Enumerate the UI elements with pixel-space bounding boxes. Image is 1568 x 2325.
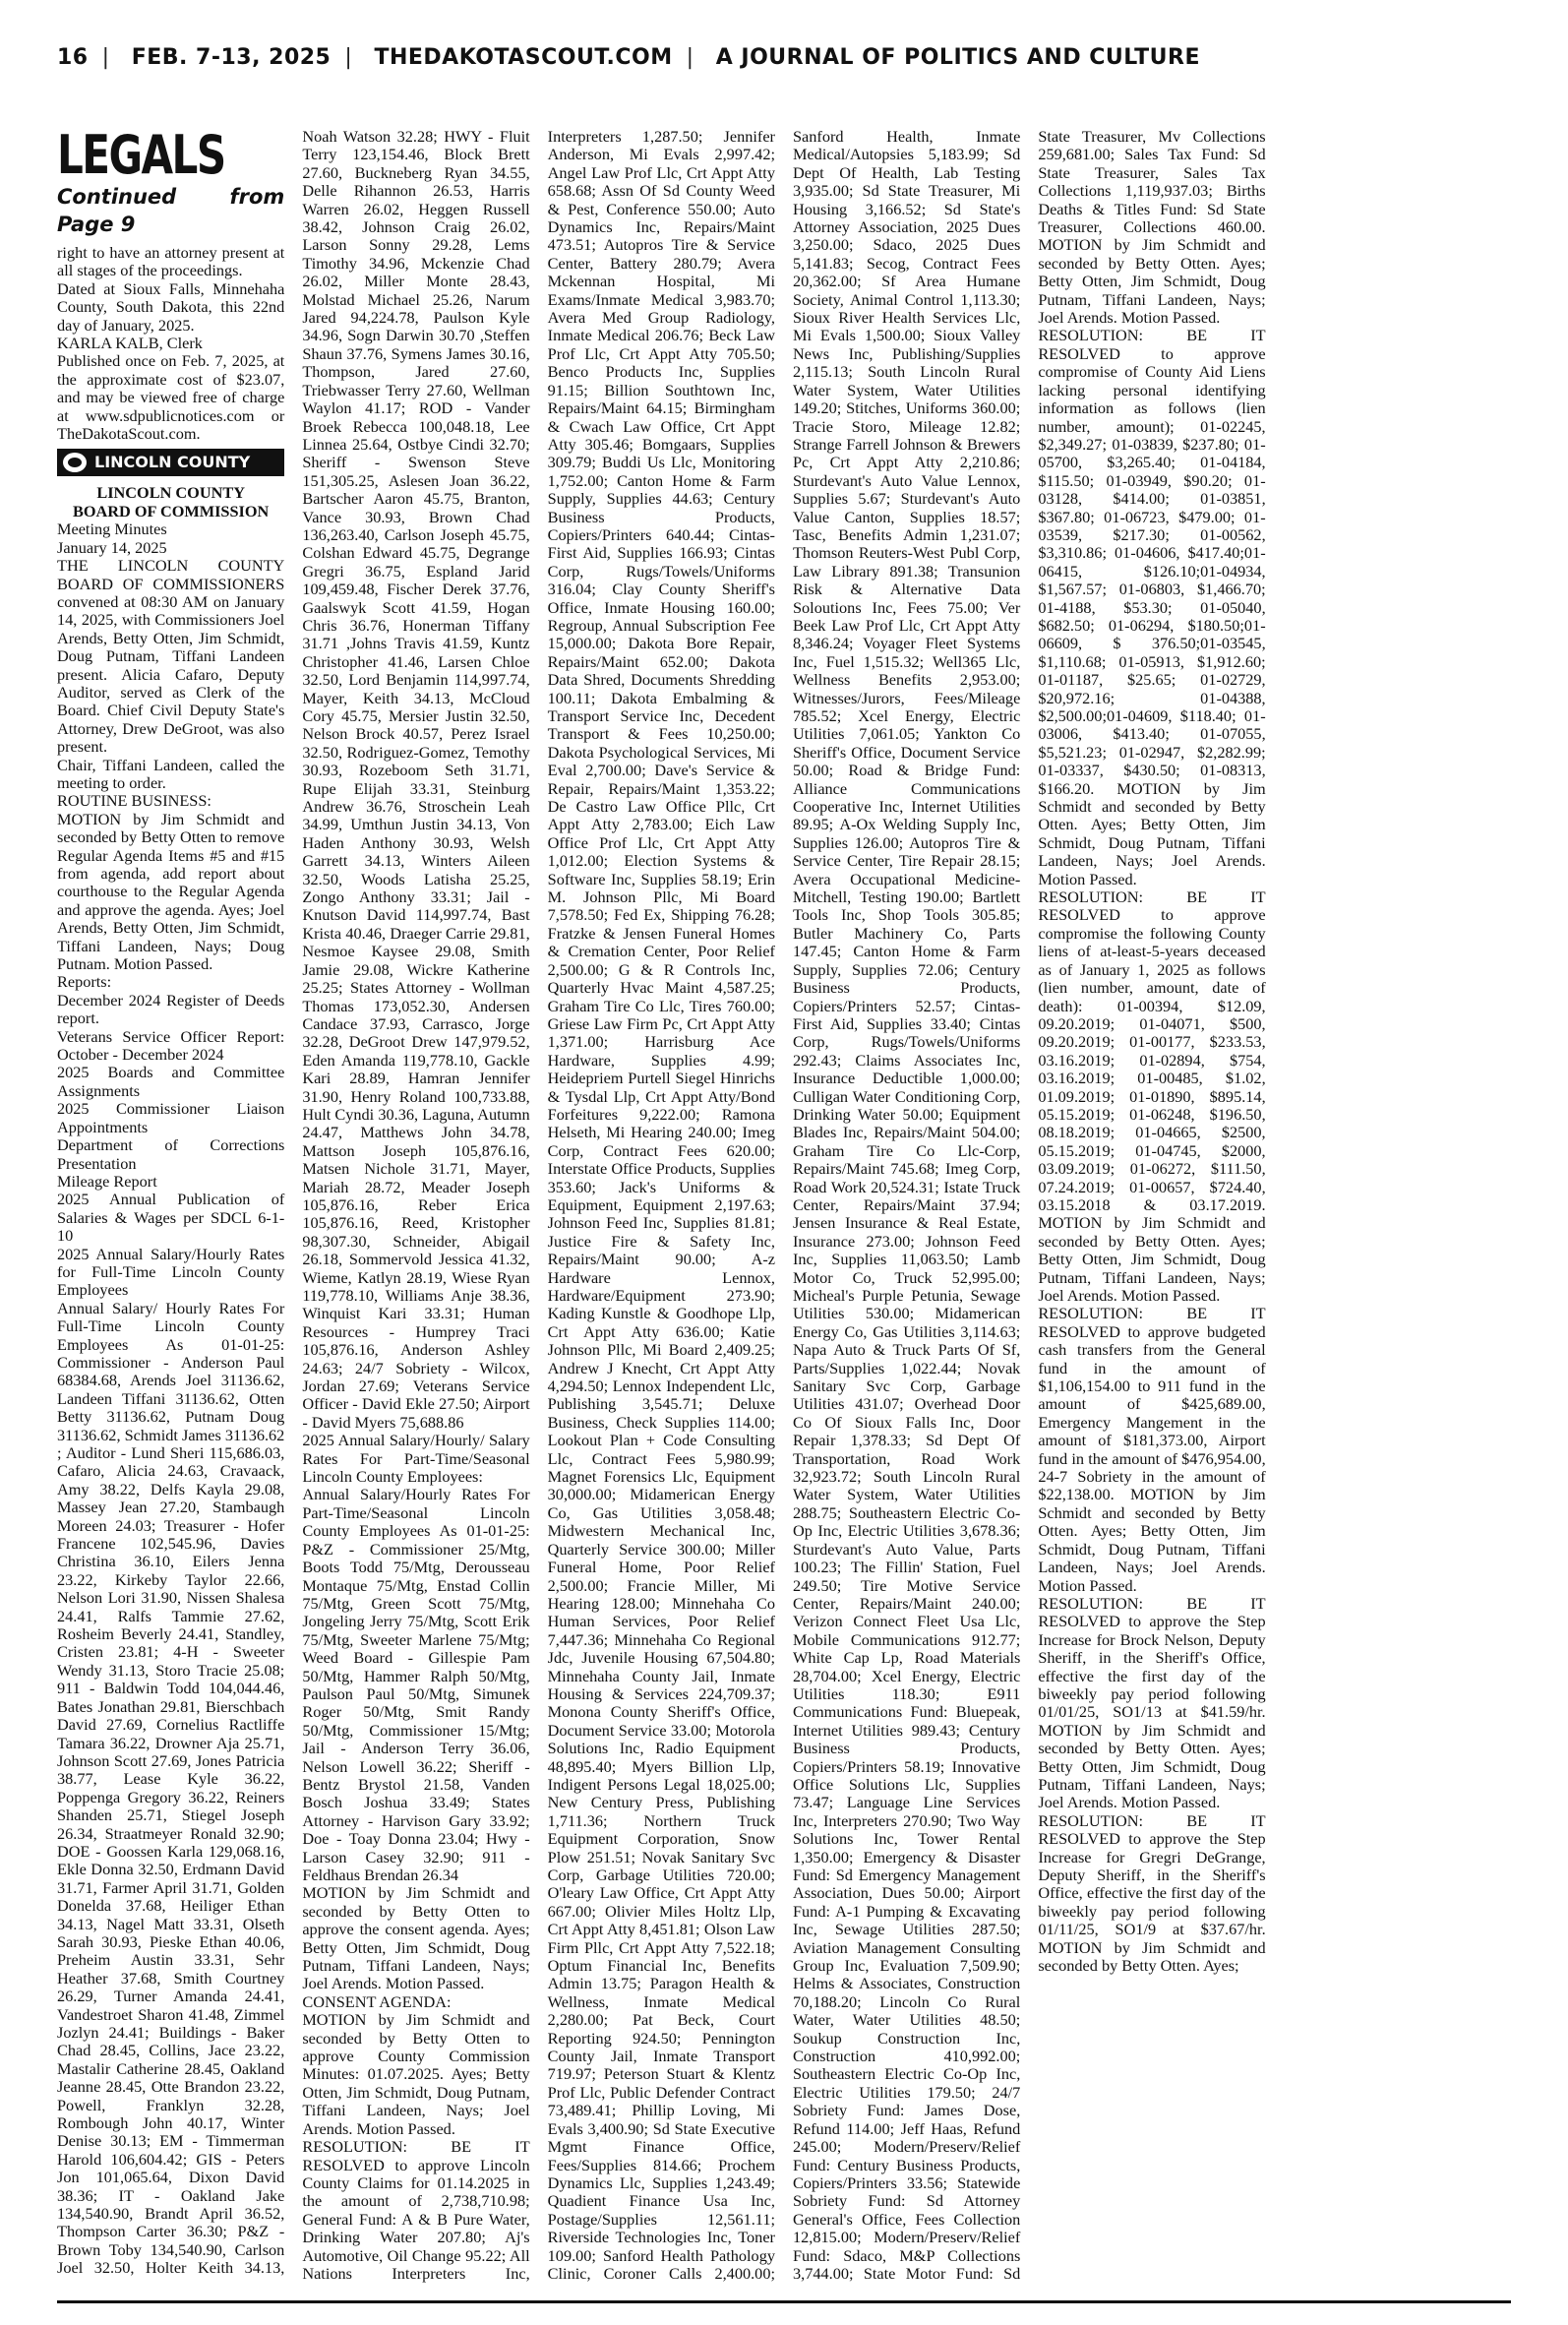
paragraph: ROUTINE BUSINESS: [57,791,211,811]
paragraph: 2025 Commissioner Liaison Appointments [57,1099,285,1136]
header-separator: | [101,45,110,70]
county-seal-icon [63,453,87,472]
site-name: THEDAKOTASCOUT.COM [374,45,673,70]
paragraph: THE LINCOLN COUNTY BOARD OF COMMISSIONERS convened at 08:30 AM on January 14, 2025, with Commissioners Joel Arends, Betty Otten, Jim Schmidt, Doug Putnam, Tiffani Landeen present. Alicia Cafaro, Deputy Auditor, served as Clerk of the Board. Chief Civil Deputy State's Attorney, Drew DeGroot, was also present. [57,556,285,757]
paragraph: Dated at Sioux Falls, Minnehaha County, South Dakota, this 22nd day of January, 2025. [57,278,285,335]
paragraph: MOTION by Jim Schmidt and seconded by Betty Otten to remove Regular Agenda Items #5 and #15 from agenda, add report about courthouse to the Regular Agenda and approve the agenda. Ayes; Joel Arends, Betty Otten, Jim Schmidt, Tiffani Landeen, Nays; Doug Putnam. Motion Passed. [57,809,285,974]
paragraph: 2025 Annual Salary/Hourly/ Salary Rates For Part-Time/Seasonal Lincoln County Employees: [302,1431,530,1487]
paragraph: RESOLUTION: BE IT RESOLVED to approve the Step Increase for Brock Nelson, Deputy Sheriff, in the Sheriff's Office, effective the first day of the biweekly pay period following 01/01/25, SO1/13 at $41.59/hr. MOTION by Jim Schmidt and seconded by Betty Otten. Ayes; Betty Otten, Jim Schmidt, Doug Putnam, Tiffani Landeen, Nays; Joel Arends. Motion Passed. [1038,1593,1266,1812]
paragraph: RESOLUTION: BE IT RESOLVED to approve the Step Increase for Gregri DeGrange, Deputy Sheriff, in the Sheriff's Office, effective the first day of the biweekly pay period following 01/11/25, SO1/9 at $37.67/hr. MOTION by Jim Schmidt and seconded by Betty Otten. Ayes; [1038,1810,1266,1976]
bottom-rule [57,2300,1511,2303]
paragraph: Department of Corrections Presentation [57,1135,285,1173]
legals-columns [57,124,1511,2293]
header-separator: | [344,45,353,70]
intro-notice [57,244,284,443]
section-title: LEGALS [57,124,225,186]
paragraph: Veterans Service Officer Report: October - December 2024 [57,1026,285,1065]
paragraph: CONSENT AGENDA: [302,1991,452,2011]
county-banner-label: LINCOLN COUNTY [94,453,251,472]
paragraph: Meeting Minutes [57,520,167,539]
paragraph: MOTION by Jim Schmidt and seconded by Betty Otten to approve County Commission Minutes: 01.07.2025. Ayes; Betty Otten, Jim Schmidt, Doug Putnam, Tiffani Landeen, Nays; Joel Arends. Motion Passed. [302,2010,530,2138]
county-banner [57,449,284,476]
paragraph: January 14, 2025 [57,537,167,557]
issue-date: FEB. 7-13, 2025 [131,45,332,70]
paragraph: RESOLUTION: BE IT RESOLVED to approve budgeted cash transfers from the General fund in the amount of $1,106,154.00 to 911 fund in the amount of $425,689.00, Emergency Mangement in the amount of $181,373.00, Airport fund in the amount of $476,954.00, 24-7 Sobriety in the amount of $22,138.00. MOTION by Jim Schmidt and seconded by Betty Otten. Ayes; Betty Otten, Jim Schmidt, Doug Putnam, Tiffani Landeen, Nays; Joel Arends. Motion Passed. [1038,1304,1266,1595]
paragraph: RESOLUTION: BE IT RESOLVED to approve compromise of County Aid Liens lacking personal identifying information as follows (lien number, amount); 01-02245, $2,349.27; 01-03839, $237.80; 01-05700, $3,265.40; 01-04184, $115.50; 01-03949, $90.20; 01-03128, $414.00; 01-03851, $367.80; 01-06723, $479.00; 01-03539, $217.30; 01-00562, $3,310.86; 01-04606, $417.40;01-06415, $126.10;01-04934, $1,567.57; 01-06803, $1,466.70; 01-4188, $53.30; 01-05040, $682.50; 01-06294, $180.50;01-06609, $ 376.50;01-03545, $1,110.68; 01-05913, $1,912.60; 01-01187, $25.65; 01-02729, $20,972.16; 01-04388, $2,500.00;01-04609, $118.40; 01-03006, $413.40; 01-07055, $5,521.23; 01-02947, $2,282.99; 01-03337, $430.50; 01-08313, $166.20. MOTION by Jim Schmidt and seconded by Betty Otten. Ayes; Betty Otten, Jim Schmidt, Doug Putnam, Tiffani Landeen, Nays; Joel Arends. Motion Passed. [1038,326,1266,888]
legals-header [57,124,285,238]
paragraph: Reports: [57,972,112,992]
paragraph: Chair, Tiffani Landeen, called the meeting to order. [57,755,285,792]
paragraph: right to have an attorney present at all stages of the proceedings. [57,243,285,280]
paragraph: 2025 Boards and Committee Assignments [57,1063,285,1100]
paragraph: MOTION by Jim Schmidt and seconded by Betty Otten to approve the consent agenda. Ayes; Betty Otten, Jim Schmidt, Doug Putnam, Tiffani Landeen, Nays; Joel Arends. Motion Passed. [302,1883,530,1993]
page-number: 16 [57,45,89,70]
paragraph: December 2024 Register of Deeds report. [57,990,285,1028]
continued-note: Continued from Page 9 [57,185,285,236]
paragraph: RESOLUTION: BE IT RESOLVED to approve Lincoln County Claims for 01.14.2025 in the amount of 2,738,710.98; General Fund: A & B Pure Water, Drinking Water 207.80; Aj's Automotive, Oil Change 95.22; All Nations Interpreters Inc, Interpreters 1,287.50; Jennifer Anderson, Mi Evals 2,997.42; Angel Law Prof Llc, Crt Appt Atty 658.68; Assn Of Sd County Weed & Pest, Conference 550.00; Auto Dynamics Inc, Repairs/Maint 473.51; Autopros Tire & Service Center, Battery 280.79; Avera Mckennan Hospital, Mi Exams/Inmate Medical 3,983.70; Avera Med Group Radiology, Inmate Medical 206.76; Beck Law Prof Llc, Crt Appt Atty 705.50; Benco Products Inc, Supplies 91.15; Billion Southtown Inc, Repairs/Maint 64.15; Birmingham & Cwach Law Office, Crt Appt Atty 305.46; Bomgaars, Supplies 309.79; Buddi Us Llc, Monitoring 1,752.00; Canton Home & Farm Supply, Supplies 44.63; Century Business Products, Copiers/Printers 640.44; Cintas-First Aid, Supplies 166.93; Cintas Corp, Rugs/Towels/Uniforms 316.04; Clay County Sheriff's Office, Inmate Housing 160.00; Regroup, Annual Subscription Fee 15,000.00; Dakota Bore Repair, Repairs/Maint 652.00; Dakota Data Shred, Documents Shredding 100.11; Dakota Embalming & Transport Service Inc, Decedent Transport & Fees 10,250.00; Dakota Psychological Services, Mi Eval 2,700.00; Dave's Service & Repair, Repairs/Maint 1,353.22; De Castro Law Office Pllc, Crt Appt Atty 2,783.00; Eich Law Office Prof Llc, Crt Appt Atty 1,012.00; Election Systems & Software Inc, Supplies 58.19; Erin M. Johnson Pllc, Mi Board 7,578.50; Fed Ex, Shipping 76.28; Fratzke & Jensen Funeral Homes & Cremation Center, Poor Relief 2,500.00; G & R Controls Inc, Quarterly Hvac Maint 4,587.25; Graham Tire Co Llc, Tires 760.00; Griese Law Firm Pc, Crt Appt Atty 1,371.00; Harrisburg Ace Hardware, Supplies 4.99; Heidepriem Purtell Siegel Hinrichs & Tysdal Llp, Crt Appt Atty/Bond Forfeitures 9,222.00; Ramona Helseth, Mi Hearing 240.00; Imeg Corp, Contract Fees 620.00; Interstate Office Products, Supplies 353.60; Jack's Uniforms & Equipment, Equipment 2,197.63; Johnson Feed Inc, Supplies 81.81; Justice Fire & Safety Inc, Repairs/Maint 90.00; A-z Hardware Lennox, Hardware/Equipment 273.90; Kading Kunstle & Goodhope Llp, Crt Appt Atty 636.00; Katie Johnson Pllc, Mi Board 2,409.25; Andrew J Knecht, Crt Appt Atty 4,294.50; Lennox Independent Llc, Publishing 3,545.71; Deluxe Business, Check Supplies 114.00; Lookout Plan + Code Consulting Llc, Contract Fees 5,980.99; Magnet Forensics Llc, Equipment 30,000.00; Midamerican Energy Co, Gas Utilities 3,058.48; Midwestern Mechanical Inc, Quarterly Service 300.00; Miller Funeral Home, Poor Relief 2,500.00; Francie Miller, Mi Hearing 128.00; Minnehaha Co Human Services, Poor Relief 7,447.36; Minnehaha Co Regional Jdc, Juvenile Housing 67,504.80; Minnehaha County Jail, Inmate Housing & Services 224,709.37; Monona County Sheriff's Office, Document Service 33.00; Motorola Solutions Inc, Radio Equipment 48,895.40; Myers Billion Llp, Indigent Persons Legal 18,025.00; New Century Press, Publishing 1,711.36; Northern Truck Equipment Corporation, Snow Plow 251.51; Novak Sanitary Svc Corp, Garbage Utilities 720.00; O'leary Law Office, Crt Appt Atty 667.00; Olivier Miles Holtz Llp, Crt Appt Atty 8,451.81; Olson Law Firm Pllc, Crt Appt Atty 7,522.18; Optum Financial Inc, Benefits Admin 13.75; Paragon Health & Wellness, Inmate Medical 2,280.00; Pat Beck, Court Reporting 924.50; Pennington County Jail, Inmate Transport 719.97; Peterson Stuart & Klentz Prof Llc, Public Defender Contract 73,489.41; Phillip Loving, Mi Evals 3,400.90; Sd State Executive Mgmt Finance Office, Fees/Supplies 814.66; Prochem Dynamics Llc, Supplies 1,243.49; Quadient Finance Usa Inc, Postage/Supplies 12,561.11; Riverside Technologies Inc, Toner 109.00; Sanford Health Pathology Clinic, Coroner Calls 2,400.00; Sanford Health, Inmate Medical/Autopsies 5,183.99; Sd Dept Of Health, Lab Testing 3,935.00; Sd State Treasurer, Mi Housing 3,166.52; Sd State's Attorney Association, 2025 Dues 3,250.00; Sdaco, 2025 Dues 5,141.83; Secog, Contract Fees 20,362.00; Sf Area Humane Society, Animal Control 1,113.30; Sioux River Health Services Llc, Mi Evals 1,500.00; Sioux Valley News Inc, Publishing/Supplies 2,115.13; South Lincoln Rural Water System, Water Utilities 149.20; Stitches, Uniforms 360.00; Tracie Storo, Mileage 12.82; Strange Farrell Johnson & Brewers Pc, Crt Appt Atty 2,210.86; Sturdevant's Auto Value Lennox, Supplies 5.67; Sturdevant's Auto Value Canton, Supplies 18.57; Tasc, Benefits Admin 1,231.07; Thomson Reuters-West Publ Corp, Law Library 891.38; Transunion Risk & Alternative Data Soloutions Inc, Fees 75.00; Ver Beek Law Prof Llc, Crt Appt Atty 8,346.24; Voyager Fleet Systems Inc, Fuel 1,515.32; Well365 Llc, Wellness Benefits 2,953.00; Witnesses/Jurors, Fees/Mileage 785.52; Xcel Energy, Electric Utilities 7,061.05; Yankton Co Sheriff's Office, Document Service 50.00; Road & Bridge Fund: Alliance Communications Cooperative Inc, Internet Utilities 89.95; A-Ox Welding Supply Inc, Supplies 126.00; Autopros Tire & Service Center, Tire Repair 28.15; Avera Occupational Medicine-Mitchell, Testing 190.00; Bartlett Tools Inc, Shop Tools 305.85; Butler Machinery Co, Parts 147.45; Canton Home & Farm Supply, Supplies 72.06; Century Business Products, Copiers/Printers 52.57; Cintas-First Aid, Supplies 33.40; Cintas Corp, Rugs/Towels/Uniforms 292.43; Claims Associates Inc, Insurance Deductible 1,000.00; Culligan Water Conditioning Corp, Drinking Water 50.00; Equipment Blades Inc, Repairs/Maint 504.00; Graham Tire Co Llc-Corp, Repairs/Maint 745.68; Imeg Corp, Road Work 20,524.31; Istate Truck Center, Repairs/Maint 37.94; Jensen Insurance & Real Estate, Insurance 273.00; Johnson Feed Inc, Supplies 11,063.50; Lamb Motor Co, Truck 52,995.00; Micheal's Purple Petunia, Sewage Utilities 530.00; Midamerican Energy Co, Gas Utilities 3,114.63; Napa Auto & Truck Parts Of Sf, Parts/Supplies 1,022.44; Novak Sanitary Svc Corp, Garbage Utilities 431.07; Overhead Door Co Of Sioux Falls Inc, Door Repair 1,378.33; Sd Dept Of Transportation, Road Work 32,923.72; South Lincoln Rural Water System, Water Utilities 288.75; Southeastern Electric Co-Op Inc, Electric Utilities 3,678.36; Sturdevant's Auto Value, Parts 100.23; The Fillin' Station, Fuel 249.50; Tire Motive Service Center, Repairs/Maint 240.00; Verizon Connect Fleet Usa Llc, Mobile Communications 912.77; White Cap Lp, Road Materials 28,704.00; Xcel Energy, Electric Utilities 118.30; E911 Communications Fund: Bluepeak, Internet Utilities 989.43; Century Business Products, Copiers/Printers 58.19; Innovative Office Solutions Llc, Supplies 73.47; Language Line Services Inc, Interpreters 270.90; Two Way Solutions Inc, Tower Rental 1,350.00; Emergency & Disaster Fund: Sd Emergency Management Association, Dues 50.00; Airport Fund: A-1 Pumping & Excavating Inc, Sewage Utilities 287.50; Aviation Management Consulting Group Inc, Evaluation 7,509.90; Helms & Associates, Construction 70,188.20; Lincoln Co Rural Water, Water Utilities 48.50; Soukup Construction Inc, Construction 410,992.00; Southeastern Electric Co-Op Inc, Electric Utilities 179.50; 24/7 Sobriety Fund: James Dose, Refund 114.00; Jeff Haas, Refund 245.00; Modern/Preserv/Relief Fund: Century Business Products, Copiers/Printers 33.56; Statewide Sobriety Fund: Sd Attorney General's Office, Fees Collection 12,815.00; Modern/Preserv/Relief Fund: Sdaco, M&P Collections 3,744.00; State Motor Fund: Sd State Treasurer, Mv Collections 259,681.00; Sales Tax Fund: Sd State Treasurer, Sales Tax Collections 1,119,937.03; Births Deaths & Titles Fund: Sd State Treasurer, Collections 460.00. MOTION by Jim Schmidt and seconded by Betty Otten. Ayes; Betty Otten, Jim Schmidt, Doug Putnam, Tiffani Landeen, Nays; Joel Arends. Motion Passed. [302,127,1266,2283]
paragraph: Annual Salary/ Hourly Rates For Full-Time Lincoln County Employees As 01-01-25: Commissioner - Anderson Paul 68384.68, Arends Joel 31136.62, Landeen Tiffani 31136.62, Otten Betty 31136.62, Putnam Doug 31136.62, Schmidt James 31136.62 ; Auditor - Lund Sheri 115,686.03, Cafaro, Alicia 24.63, Cravaack, Amy 38.22, Delfs Kayla 29.08, Massey Jean 27.20, Stambaugh Moreen 24.03; Treasurer - Hofer Francene 102,545.96, Davies Christina 36.10, Eilers Jenna 23.22, Kirkeby Taylor 22.66, Nelson Lori 31.90, Nissen Shalesa 24.41, Ralfs Tammie 27.62, Rosheim Beverly 24.41, Standley, Cristen 23.81; 4-H - Sweeter Wendy 31.13, Storo Tracie 25.08; 911 - Baldwin Todd 104,044.46, Bates Jonathan 29.81, Bierschbach David 27.69, Cornelius Ractliffe Tamara 36.22, Drowner Aja 25.71, Johnson Scott 27.69, Jones Patricia 38.77, Lease Kyle 36.22, Poppenga Gregory 36.22, Reiners Shanden 25.71, Stiegel Joseph 26.34, Straatmeyer Ronald 32.90; DOE - Goossen Karla 129,068.16, Ekle Donna 32.50, Erdmann David 31.71, Farmer April 31.71, Golden Donelda 37.68, Heiliger Ethan 34.13, Nagel Matt 33.31, Olseth Sarah 30.93, Pieske Ethan 40.06, Preheim Austin 33.31, Sehr Heather 37.68, Smith Courtney 26.29, Turner Amanda 24.41, Vandestroet Sharon 41.48, Zimmel Jozlyn 24.41; Buildings - Baker Chad 28.45, Collins, Jace 23.22, Mastalir Catherine 28.45, Oakland Jeanne 28.45, Otte Brandon 23.22, Powell, Franklyn 32.28, Rombough John 40.17, Winter Denise 30.13; EM - Timmerman Harold 106,604.42; GIS - Peters Jon 101,065.64, Dixon David 38.36; IT - Oakland Jake 134,540.90, Brandt April 36.52, Thompson Carter 36.30; P&Z - Brown Toby 134,540.90, Carlson Joel 32.50, Holter Keith 34.13, Noah Watson 32.28; HWY - Fluit Terry 123,154.46, Block Brett 27.60, Buckneberg Ryan 34.55, Delle Rihannon 26.53, Harris Warren 26.02, Heggen Russell 38.42, Johnson Craig 26.02, Larson Sonny 29.28, Lems Timothy 34.96, Mckenzie Chad 26.02, Miller Monte 28.43, Molstad Michael 25.26, Narum Jared 94,224.78, Paulson Kyle 34.96, Sogn Darwin 30.70 ,Steffen Shaun 37.76, Symens James 30.16, Thompson, Jared 27.60, Triebwasser Terry 27.60, Wellman Waylon 41.17; ROD - Vander Broek Rebecca 100,048.18, Lee Linnea 25.64, Ostbye Cindi 32.70; Sheriff - Swenson Steve 151,305.25, Aslesen Joan 36.22, Bartscher Aaron 45.75, Branton, Vance 30.93, Brown Chad 136,263.40, Carlson Joseph 45.75, Colshan Edward 45.75, Degrange Gregri 36.75, Espland Jarid 109,459.48, Fischer Derek 37.76, Gaalswyk Scott 41.59, Hogan Chris 36.76, Honerman Tiffany 31.71 ,Johns Travis 41.59, Kuntz Christopher 41.46, Larsen Chloe 32.50, Lord Benjamin 114,997.74, Mayer, Keith 34.13, McCloud Cory 45.75, Mersier Justin 32.50, Nelson Brock 40.57, Perez Israel 32.50, Rodriguez-Gomez, Temothy 30.93, Rozeboom Seth 31.71, Rupe Elijah 33.31, Steinburg Andrew 36.76, Stroschein Leah 34.99, Umthun Justin 34.13, Von Haden Anthony 30.93, Welsh Garrett 34.13, Winters Aileen 32.50, Woods Latisha 25.25, Zongo Anthony 33.31; Jail - Knutson David 114,997.74, Bast Krista 40.46, Draeger Carrie 29.81, Nesmoe Kaysee 29.08, Smith Jamie 29.08, Wickre Katherine 25.25; States Attorney - Wollman Thomas 173,052.30, Andersen Candace 37.93, Carrasco, Jorge 32.28, DeGroot Drew 147,979.52, Eden Amanda 119,778.10, Gackle Kari 28.89, Hamran Jennifer 31.90, Henry Roland 100,733.88, Hult Cyndi 30.36, Laguna, Autumn 24.47, Matthews John 34.78, Mattson Joseph 105,876.16, Matsen Nichole 31.71, Mayer, Mariah 28.72, Meader Joseph 105,876.16, Reber Erica 105,876.16, Reed, Kristopher 98,307.30, Schneider, Abigail 26.18, Sommervold Jessica 41.32, Wieme, Katlyn 28.19, Wiese Ryan 119,778.10, Williams Anje 38.36, Winquist Kari 33.31; Human Resources - Humprey Traci 105,876.16, Anderson Ashley 24.63; 24/7 Sobriety - Wilcox, Jordan 27.69; Veterans Service Officer - David Ekle 27.50; Airport - David Myers 75,688.86 [57,127,530,2278]
paragraph: Annual Salary/Hourly Rates For Part-Time/Seasonal Lincoln County Employees As 01-01-25: P&Z - Commissioner 25/Mtg, Boots Todd 75/Mtg, Derousseau Montaque 75/Mtg, Enstad Collin 75/Mtg, Green Scott 75/Mtg, Jongeling Jerry 75/Mtg, Scott Erik 75/Mtg, Sweeter Marlene 75/Mtg; Weed Board - Gillespie Pam 50/Mtg, Hammer Ralph 50/Mtg, Paulson Paul 50/Mtg, Simunek Roger 50/Mtg, Smit Randy 50/Mtg, Commissioner 15/Mtg; Jail - Anderson Terry 36.06, Nelson Lowell 36.22; Sheriff - Bentz Brystol 21.58, Vanden Bosch Joshua 33.49; States Attorney - Harvison Gary 33.92; Doe - Toay Donna 23.04; Hwy - Larson Casey 32.90; 911 - Feldhaus Brendan 26.34 [302,1485,530,1884]
page-header [57,45,1513,85]
paragraph: Mileage Report [57,1171,157,1191]
paragraph: RESOLUTION: BE IT RESOLVED to approve compromise the following County liens of at-least-5-years deceased as of January 1, 2025 as follows (lien number, amount, date of death): 01-00394, $12.09, 09.20.2019; 01-04071, $500, 09.20.2019; 01-00177, $233.53, 03.16.2019; 01-02894, $754, 03.16.2019; 01-00485, $1.02, 01.09.2019; 01-01890, $895.14, 05.15.2019; 01-06248, $196.50, 08.18.2019; 01-04665, $2500, 05.15.2019; 01-04745, $2000, 03.09.2019; 01-06272, $111.50, 07.24.2019; 01-00657, $724.40, 03.15.2018 & 03.17.2019. MOTION by Jim Schmidt and seconded by Betty Otten. Ayes; Betty Otten, Jim Schmidt, Doug Putnam, Tiffani Landeen, Nays; Joel Arends. Motion Passed. [1038,887,1266,1305]
tagline: A JOURNAL OF POLITICS AND CULTURE [715,45,1200,70]
paragraph: 2025 Annual Salary/Hourly Rates for Full-Time Lincoln County Employees [57,1244,285,1300]
paragraph: 2025 Annual Publication of Salaries & Wages per SDCL 6-1-10 [57,1190,285,1246]
board-heading-line: LINCOLN COUNTY [96,483,245,503]
header-separator: | [686,45,694,70]
board-heading-line: BOARD OF COMMISSION [73,501,270,520]
paragraph: Published once on Feb. 7, 2025, at the approximate cost of $23.07, and may be viewed free of charge at www.sdpublicnotices.com or TheDakotaScout.com. [57,351,285,444]
paragraph: KARLA KALB, Clerk [57,334,203,353]
